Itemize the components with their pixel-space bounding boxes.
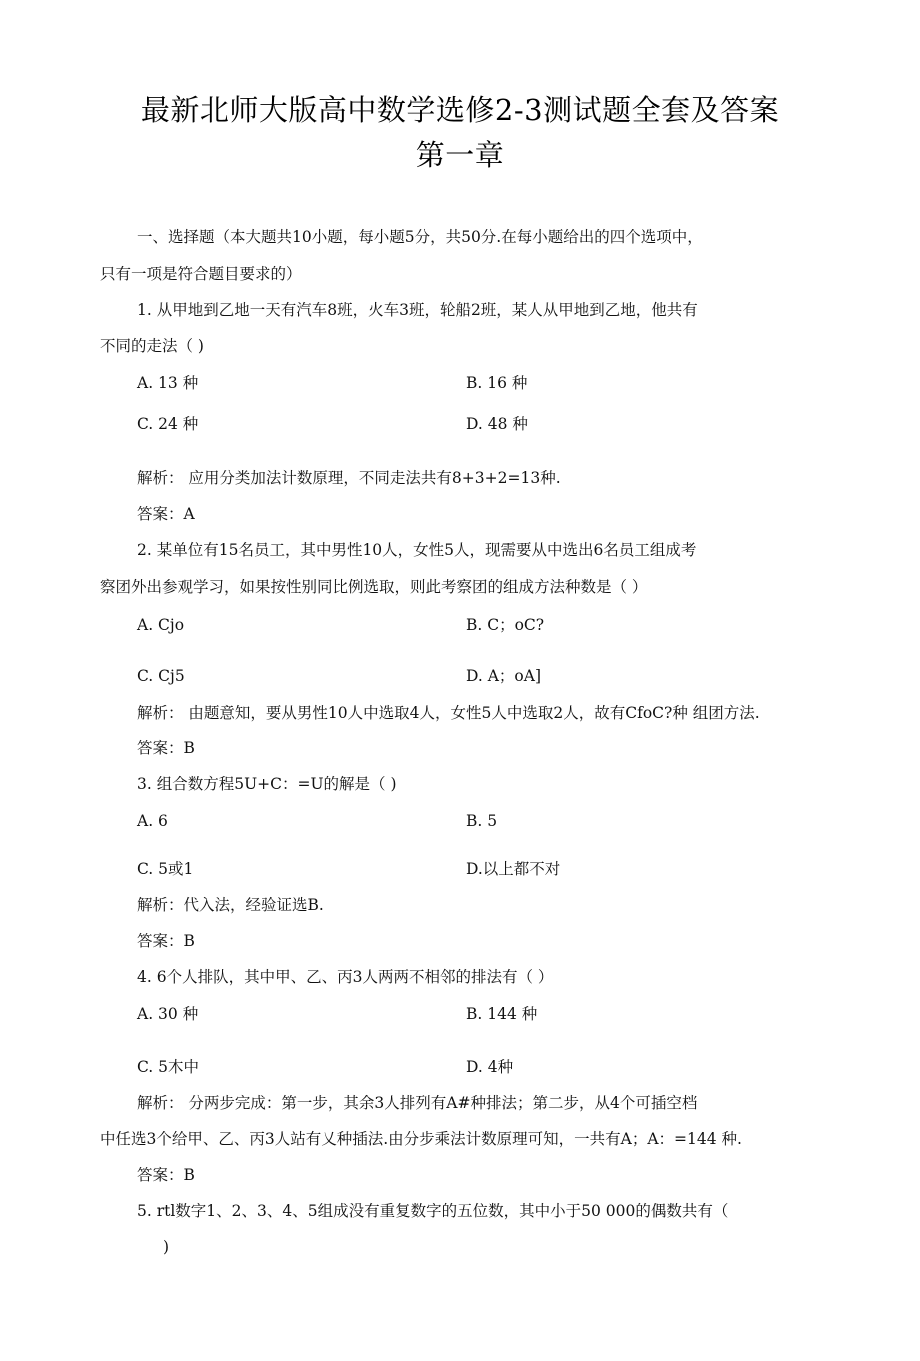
- q2-option-a: A. Cjo: [137, 616, 185, 634]
- q3-answer: 答案：B: [137, 932, 195, 950]
- q4-option-a: A. 30 种: [137, 1005, 199, 1023]
- q2-analysis: 解析： 由题意知，要从男性10人中选取4人，女性5人中选取2人，故有CfoC?种 组团方法.: [137, 704, 760, 722]
- q4-option-d: D. 4种: [466, 1058, 514, 1076]
- q4-answer: 答案：B: [137, 1166, 195, 1184]
- q2-option-b: B. C；oC?: [466, 616, 545, 634]
- q1-option-d: D. 48 种: [466, 415, 528, 433]
- q3-option-a: A. 6: [137, 812, 168, 830]
- q2-option-c: C. Cj5: [137, 667, 185, 685]
- q1-stem-line2: 不同的走法（ ): [100, 337, 204, 355]
- q3-option-b: B. 5: [466, 812, 498, 830]
- q4-option-c: C. 5木中: [137, 1058, 200, 1076]
- q1-answer: 答案：A: [137, 505, 195, 523]
- q4-option-b: B. 144 种: [466, 1005, 538, 1023]
- q1-option-a: A. 13 种: [137, 374, 199, 392]
- section-intro-line1: 一、选择题（本大题共10小题，每小题5分，共50分.在每小题给出的四个选项中，: [137, 228, 703, 246]
- section-intro-line2: 只有一项是符合题目要求的）: [100, 265, 302, 283]
- chapter-heading: 第一章: [415, 138, 505, 172]
- q3-analysis: 解析：代入法，经验证选B.: [137, 896, 324, 914]
- q4-analysis-line1: 解析： 分两步完成：第一步，其余3人排列有A#种排法；第二步，从4个可插空档: [137, 1094, 698, 1112]
- q1-option-c: C. 24 种: [137, 415, 199, 433]
- q2-stem-line2: 察团外出参观学习，如果按性别同比例选取，则此考察团的组成方法种数是（ ）: [100, 578, 648, 596]
- document-title: 最新北师大版高中数学选修2-3测试题全套及答案: [140, 93, 780, 127]
- q3-stem-line1: 3. 组合数方程5U+C：=U的解是（ ): [137, 775, 397, 793]
- q5-stem-line1: 5. rtl数字1、2、3、4、5组成没有重复数字的五位数，其中小于50 000的偶数共有（: [137, 1202, 729, 1220]
- q4-stem-line1: 4. 6个人排队，其中甲、乙、丙3人两两不相邻的排法有（ ）: [137, 968, 554, 986]
- q4-analysis-line2: 中任选3个给甲、乙、丙3人站有乂种插法.由分步乘法计数原理可知，一共有A；A：=144 种.: [100, 1130, 742, 1148]
- q2-stem-line1: 2. 某单位有15名员工，其中男性10人，女性5人，现需要从中选出6名员工组成考: [137, 541, 697, 559]
- q3-option-c: C. 5或1: [137, 860, 194, 878]
- q1-analysis: 解析： 应用分类加法计数原理，不同走法共有8+3+2=13种.: [137, 469, 561, 487]
- q3-option-d: D.以上都不对: [466, 860, 561, 878]
- q1-stem-line1: 1. 从甲地到乙地一天有汽车8班，火车3班，轮船2班，某人从甲地到乙地，他共有: [137, 301, 698, 319]
- q1-option-b: B. 16 种: [466, 374, 528, 392]
- q2-option-d: D. A；oA]: [466, 667, 541, 685]
- q2-answer: 答案：B: [137, 739, 195, 757]
- q5-stem-line2: ): [163, 1238, 170, 1256]
